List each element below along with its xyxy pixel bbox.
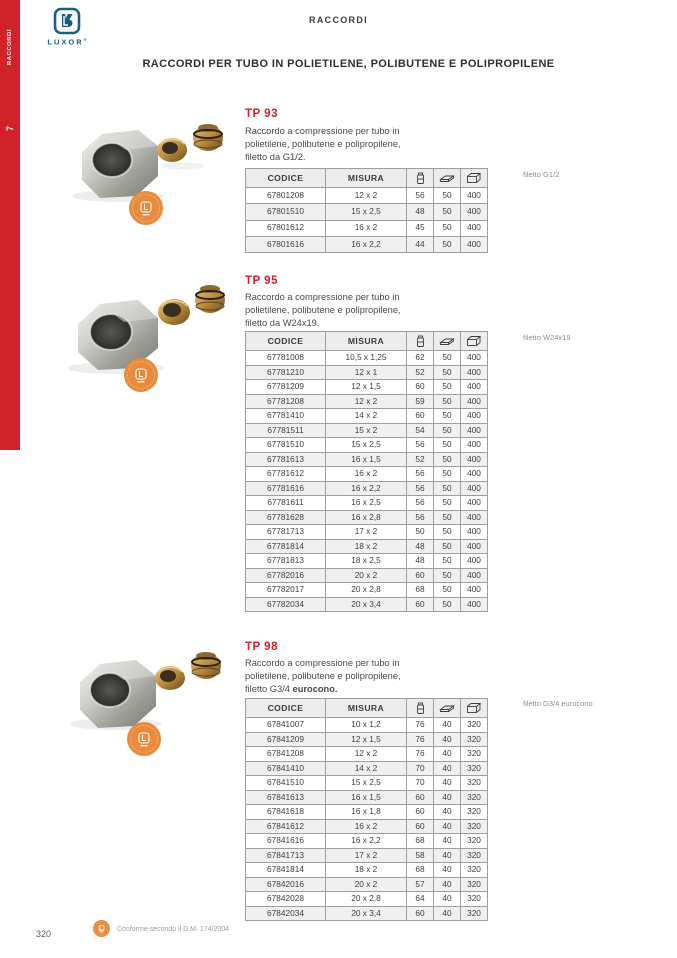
qty-box-cell: 400 (461, 481, 488, 496)
qty-box-cell: 400 (461, 583, 488, 598)
misura-cell: 20 x 3,4 (326, 597, 407, 612)
qty-box-cell: 400 (461, 568, 488, 583)
qty-bag-cell: 40 (434, 877, 461, 892)
table-row (246, 790, 488, 805)
qty-piece-cell: 59 (407, 394, 434, 409)
table-header-row (246, 699, 488, 718)
table-row (246, 409, 488, 424)
desc-line: filetto da W24x19. (245, 318, 320, 328)
misura-cell: 16 x 2 (326, 220, 407, 236)
table-row (246, 776, 488, 791)
desc-line: filetto G3/4 (245, 684, 293, 694)
qty-box-cell: 400 (461, 597, 488, 612)
qty-piece-cell: 56 (407, 438, 434, 453)
qty-box-cell: 320 (461, 848, 488, 863)
bag-icon (434, 699, 461, 718)
codice-cell: 67841618 (246, 805, 326, 820)
table-row (246, 747, 488, 762)
section-description-tp98 (245, 657, 401, 696)
misura-cell: 12 x 1 (326, 365, 407, 380)
codice-cell: 67781628 (246, 510, 326, 525)
qty-box-cell: 400 (461, 423, 488, 438)
qty-piece-cell: 70 (407, 761, 434, 776)
qty-piece-cell: 50 (407, 525, 434, 540)
codice-cell: 67781612 (246, 467, 326, 482)
qty-piece-cell: 56 (407, 496, 434, 511)
codice-header: CODICE (246, 332, 326, 351)
qty-bag-cell: 50 (434, 236, 461, 252)
qty-piece-cell: 60 (407, 790, 434, 805)
qty-bag-cell: 50 (434, 481, 461, 496)
box-icon (461, 169, 488, 188)
table-row (246, 834, 488, 849)
desc-line-bold: eurocono. (292, 684, 338, 694)
qty-piece-cell: 54 (407, 423, 434, 438)
qty-box-cell: 400 (461, 351, 488, 366)
qty-box-cell: 320 (461, 718, 488, 733)
chapter-number: 7 (5, 125, 15, 131)
qty-box-cell: 320 (461, 877, 488, 892)
codice-cell: 67781208 (246, 394, 326, 409)
codice-cell: 67841613 (246, 790, 326, 805)
qty-bag-cell: 50 (434, 394, 461, 409)
misura-cell: 16 x 2,2 (326, 834, 407, 849)
table-row (246, 467, 488, 482)
piece-icon (407, 332, 434, 351)
qty-piece-cell: 76 (407, 747, 434, 762)
qty-bag-cell: 50 (434, 204, 461, 220)
qty-bag-cell: 50 (434, 539, 461, 554)
misura-cell: 20 x 2 (326, 877, 407, 892)
codice-cell: 67781511 (246, 423, 326, 438)
misura-cell: 18 x 2 (326, 539, 407, 554)
qty-piece-cell: 52 (407, 452, 434, 467)
misura-cell: 15 x 2 (326, 423, 407, 438)
qty-box-cell: 320 (461, 790, 488, 805)
misura-cell: 15 x 2,5 (326, 204, 407, 220)
table-row (246, 204, 488, 220)
codice-cell: 67801510 (246, 204, 326, 220)
misura-cell: 16 x 2,8 (326, 510, 407, 525)
table-row (246, 365, 488, 380)
qty-box-cell: 400 (461, 409, 488, 424)
qty-piece-cell: 60 (407, 380, 434, 395)
qty-box-cell: 320 (461, 761, 488, 776)
brand-logo (45, 6, 89, 47)
misura-header: MISURA (326, 332, 407, 351)
compliance-note: Conforme secondo il D.M. 174/2004 (117, 926, 230, 933)
qty-piece-cell: 48 (407, 204, 434, 220)
spec-table-tp95 (245, 331, 488, 612)
codice-cell: 67782017 (246, 583, 326, 598)
misura-cell: 17 x 2 (326, 525, 407, 540)
qty-piece-cell: 62 (407, 351, 434, 366)
qty-box-cell: 400 (461, 220, 488, 236)
brand-wordmark: LUXOR® (47, 37, 87, 47)
table-row (246, 906, 488, 921)
qty-piece-cell: 76 (407, 732, 434, 747)
desc-line: polietilene, polibutene e polipropilene, (245, 139, 401, 149)
misura-cell: 16 x 1,8 (326, 805, 407, 820)
codice-cell: 67841410 (246, 761, 326, 776)
table-row (246, 220, 488, 236)
qty-bag-cell: 50 (434, 554, 461, 569)
misura-cell: 15 x 2,5 (326, 438, 407, 453)
table-row (246, 380, 488, 395)
qty-box-cell: 400 (461, 188, 488, 204)
qty-bag-cell: 40 (434, 848, 461, 863)
table-header-row (246, 332, 488, 351)
qty-bag-cell: 50 (434, 583, 461, 598)
misura-cell: 16 x 2 (326, 467, 407, 482)
misura-cell: 16 x 2,5 (326, 496, 407, 511)
qty-bag-cell: 50 (434, 525, 461, 540)
section-description-tp93 (245, 125, 401, 164)
qty-bag-cell: 40 (434, 834, 461, 849)
qty-box-cell: 320 (461, 819, 488, 834)
qty-bag-cell: 40 (434, 790, 461, 805)
codice-cell: 67841209 (246, 732, 326, 747)
codice-cell: 67841713 (246, 848, 326, 863)
luxor-quality-badge-icon (129, 191, 163, 225)
qty-bag-cell: 50 (434, 380, 461, 395)
table-row (246, 554, 488, 569)
codice-cell: 67781814 (246, 539, 326, 554)
codice-cell: 67841208 (246, 747, 326, 762)
qty-piece-cell: 76 (407, 718, 434, 733)
table-row (246, 525, 488, 540)
qty-box-cell: 320 (461, 863, 488, 878)
qty-bag-cell: 40 (434, 863, 461, 878)
qty-bag-cell: 50 (434, 467, 461, 482)
thread-note-tp95: filetto W24x19 (523, 333, 571, 342)
qty-box-cell: 320 (461, 834, 488, 849)
table-row (246, 863, 488, 878)
qty-piece-cell: 44 (407, 236, 434, 252)
spec-table-tp98 (245, 698, 488, 921)
table-row (246, 761, 488, 776)
desc-line: filetto da G1/2. (245, 152, 306, 162)
box-icon (461, 332, 488, 351)
table-row (246, 351, 488, 366)
codice-cell: 67841616 (246, 834, 326, 849)
desc-line: polietilene, polibutene e polipropilene, (245, 305, 401, 315)
misura-cell: 16 x 2,2 (326, 236, 407, 252)
qty-box-cell: 400 (461, 510, 488, 525)
qty-bag-cell: 40 (434, 906, 461, 921)
table-row (246, 718, 488, 733)
codice-cell: 67781813 (246, 554, 326, 569)
qty-piece-cell: 68 (407, 863, 434, 878)
codice-cell: 67781209 (246, 380, 326, 395)
luxor-quality-badge-icon (122, 356, 160, 394)
qty-bag-cell: 40 (434, 718, 461, 733)
qty-bag-cell: 50 (434, 365, 461, 380)
qty-bag-cell: 50 (434, 496, 461, 511)
qty-bag-cell: 40 (434, 732, 461, 747)
codice-cell: 67801612 (246, 220, 326, 236)
misura-cell: 12 x 2 (326, 188, 407, 204)
qty-bag-cell: 50 (434, 409, 461, 424)
qty-bag-cell: 40 (434, 776, 461, 791)
misura-cell: 14 x 2 (326, 761, 407, 776)
thread-note-tp98: filetto G3/4 eurocono (523, 699, 593, 708)
misura-cell: 16 x 1,5 (326, 452, 407, 467)
table-row (246, 438, 488, 453)
qty-box-cell: 400 (461, 365, 488, 380)
table-row (246, 892, 488, 907)
product-photo-tp93 (60, 104, 232, 234)
codice-cell: 67781616 (246, 481, 326, 496)
codice-header: CODICE (246, 699, 326, 718)
qty-box-cell: 400 (461, 204, 488, 220)
qty-box-cell: 400 (461, 554, 488, 569)
registered-mark: ® (83, 37, 87, 42)
section-title-tp95: TP 95 (245, 275, 278, 287)
table-header-row (246, 169, 488, 188)
codice-cell: 67782016 (246, 568, 326, 583)
bag-icon (434, 332, 461, 351)
qty-box-cell: 400 (461, 380, 488, 395)
qty-piece-cell: 70 (407, 776, 434, 791)
qty-box-cell: 400 (461, 452, 488, 467)
misura-cell: 20 x 2,8 (326, 583, 407, 598)
table-row (246, 819, 488, 834)
misura-header: MISURA (326, 169, 407, 188)
qty-piece-cell: 48 (407, 539, 434, 554)
qty-piece-cell: 56 (407, 467, 434, 482)
desc-line: Raccordo a compressione per tubo in (245, 658, 400, 668)
codice-cell: 67841612 (246, 819, 326, 834)
misura-cell: 18 x 2 (326, 863, 407, 878)
chapter-sidebar-label: RACCORDI (7, 28, 13, 66)
qty-bag-cell: 50 (434, 351, 461, 366)
qty-bag-cell: 50 (434, 423, 461, 438)
piece-icon (407, 699, 434, 718)
codice-cell: 67801616 (246, 236, 326, 252)
qty-bag-cell: 40 (434, 805, 461, 820)
qty-piece-cell: 56 (407, 188, 434, 204)
codice-cell: 67781510 (246, 438, 326, 453)
thread-note-tp93: filetto G1/2 (523, 170, 560, 179)
qty-piece-cell: 60 (407, 906, 434, 921)
qty-bag-cell: 50 (434, 568, 461, 583)
compliance-badge-icon (92, 919, 111, 938)
misura-cell: 15 x 2,5 (326, 776, 407, 791)
table-row (246, 496, 488, 511)
codice-cell: 67841814 (246, 863, 326, 878)
table-row (246, 732, 488, 747)
qty-box-cell: 400 (461, 496, 488, 511)
codice-header: CODICE (246, 169, 326, 188)
qty-piece-cell: 58 (407, 848, 434, 863)
qty-bag-cell: 50 (434, 452, 461, 467)
table-row (246, 539, 488, 554)
table-row (246, 805, 488, 820)
qty-bag-cell: 50 (434, 510, 461, 525)
section-title-tp93: TP 93 (245, 108, 278, 120)
table-row (246, 481, 488, 496)
spec-table-tp93 (245, 168, 488, 253)
qty-bag-cell: 40 (434, 892, 461, 907)
table-row (246, 848, 488, 863)
qty-bag-cell: 50 (434, 597, 461, 612)
page-number: 320 (36, 929, 52, 939)
piece-icon (407, 169, 434, 188)
codice-cell: 67841007 (246, 718, 326, 733)
misura-cell: 10 x 1,2 (326, 718, 407, 733)
misura-cell: 17 x 2 (326, 848, 407, 863)
qty-bag-cell: 50 (434, 220, 461, 236)
bag-icon (434, 169, 461, 188)
qty-piece-cell: 48 (407, 554, 434, 569)
codice-cell: 67801208 (246, 188, 326, 204)
qty-piece-cell: 56 (407, 510, 434, 525)
misura-cell: 12 x 1,5 (326, 380, 407, 395)
qty-piece-cell: 68 (407, 583, 434, 598)
qty-box-cell: 320 (461, 732, 488, 747)
table-row (246, 452, 488, 467)
luxor-quality-badge-icon (127, 722, 161, 756)
qty-box-cell: 320 (461, 805, 488, 820)
misura-cell: 18 x 2,5 (326, 554, 407, 569)
misura-cell: 16 x 2 (326, 819, 407, 834)
table-row (246, 394, 488, 409)
misura-cell: 16 x 2,2 (326, 481, 407, 496)
qty-box-cell: 400 (461, 236, 488, 252)
codice-cell: 67841510 (246, 776, 326, 791)
codice-cell: 67842028 (246, 892, 326, 907)
qty-piece-cell: 56 (407, 481, 434, 496)
desc-line: Raccordo a compressione per tubo in (245, 292, 400, 302)
section-title-tp98: TP 98 (245, 641, 278, 653)
qty-piece-cell: 45 (407, 220, 434, 236)
chapter-sidebar (0, 0, 20, 450)
qty-bag-cell: 40 (434, 819, 461, 834)
qty-piece-cell: 60 (407, 568, 434, 583)
qty-bag-cell: 40 (434, 747, 461, 762)
table-row (246, 583, 488, 598)
box-icon (461, 699, 488, 718)
section-description-tp95 (245, 291, 401, 330)
qty-piece-cell: 68 (407, 834, 434, 849)
codice-cell: 67781210 (246, 365, 326, 380)
table-row (246, 597, 488, 612)
table-row (246, 236, 488, 252)
qty-box-cell: 400 (461, 525, 488, 540)
qty-box-cell: 400 (461, 539, 488, 554)
codice-cell: 67782034 (246, 597, 326, 612)
table-row (246, 423, 488, 438)
qty-box-cell: 400 (461, 467, 488, 482)
qty-box-cell: 320 (461, 747, 488, 762)
table-row (246, 188, 488, 204)
qty-piece-cell: 57 (407, 877, 434, 892)
qty-box-cell: 320 (461, 776, 488, 791)
table-row (246, 510, 488, 525)
qty-piece-cell: 60 (407, 597, 434, 612)
misura-cell: 12 x 1,5 (326, 732, 407, 747)
qty-bag-cell: 40 (434, 761, 461, 776)
qty-piece-cell: 64 (407, 892, 434, 907)
qty-box-cell: 400 (461, 438, 488, 453)
codice-cell: 67842016 (246, 877, 326, 892)
misura-cell: 12 x 2 (326, 747, 407, 762)
codice-cell: 67781410 (246, 409, 326, 424)
qty-piece-cell: 60 (407, 409, 434, 424)
codice-cell: 67781611 (246, 496, 326, 511)
misura-header: MISURA (326, 699, 407, 718)
table-row (246, 877, 488, 892)
header-section-label: RACCORDI (309, 15, 368, 25)
codice-cell: 67781613 (246, 452, 326, 467)
misura-cell: 20 x 2 (326, 568, 407, 583)
product-photo-tp98 (58, 636, 230, 761)
desc-line: polietilene, polibutene e polipropilene, (245, 671, 401, 681)
qty-box-cell: 320 (461, 892, 488, 907)
codice-cell: 67781008 (246, 351, 326, 366)
qty-bag-cell: 50 (434, 188, 461, 204)
page-title: RACCORDI PER TUBO IN POLIETILENE, POLIBUTENE E POLIPROPILENE (142, 58, 555, 70)
misura-cell: 10,5 x 1,25 (326, 351, 407, 366)
desc-line: Raccordo a compressione per tubo in (245, 126, 400, 136)
qty-piece-cell: 52 (407, 365, 434, 380)
qty-piece-cell: 60 (407, 805, 434, 820)
codice-cell: 67781713 (246, 525, 326, 540)
misura-cell: 14 x 2 (326, 409, 407, 424)
codice-cell: 67842034 (246, 906, 326, 921)
misura-cell: 16 x 1,5 (326, 790, 407, 805)
qty-box-cell: 320 (461, 906, 488, 921)
table-row (246, 568, 488, 583)
misura-cell: 20 x 2,8 (326, 892, 407, 907)
qty-bag-cell: 50 (434, 438, 461, 453)
qty-piece-cell: 60 (407, 819, 434, 834)
qty-box-cell: 400 (461, 394, 488, 409)
misura-cell: 12 x 2 (326, 394, 407, 409)
misura-cell: 20 x 3,4 (326, 906, 407, 921)
